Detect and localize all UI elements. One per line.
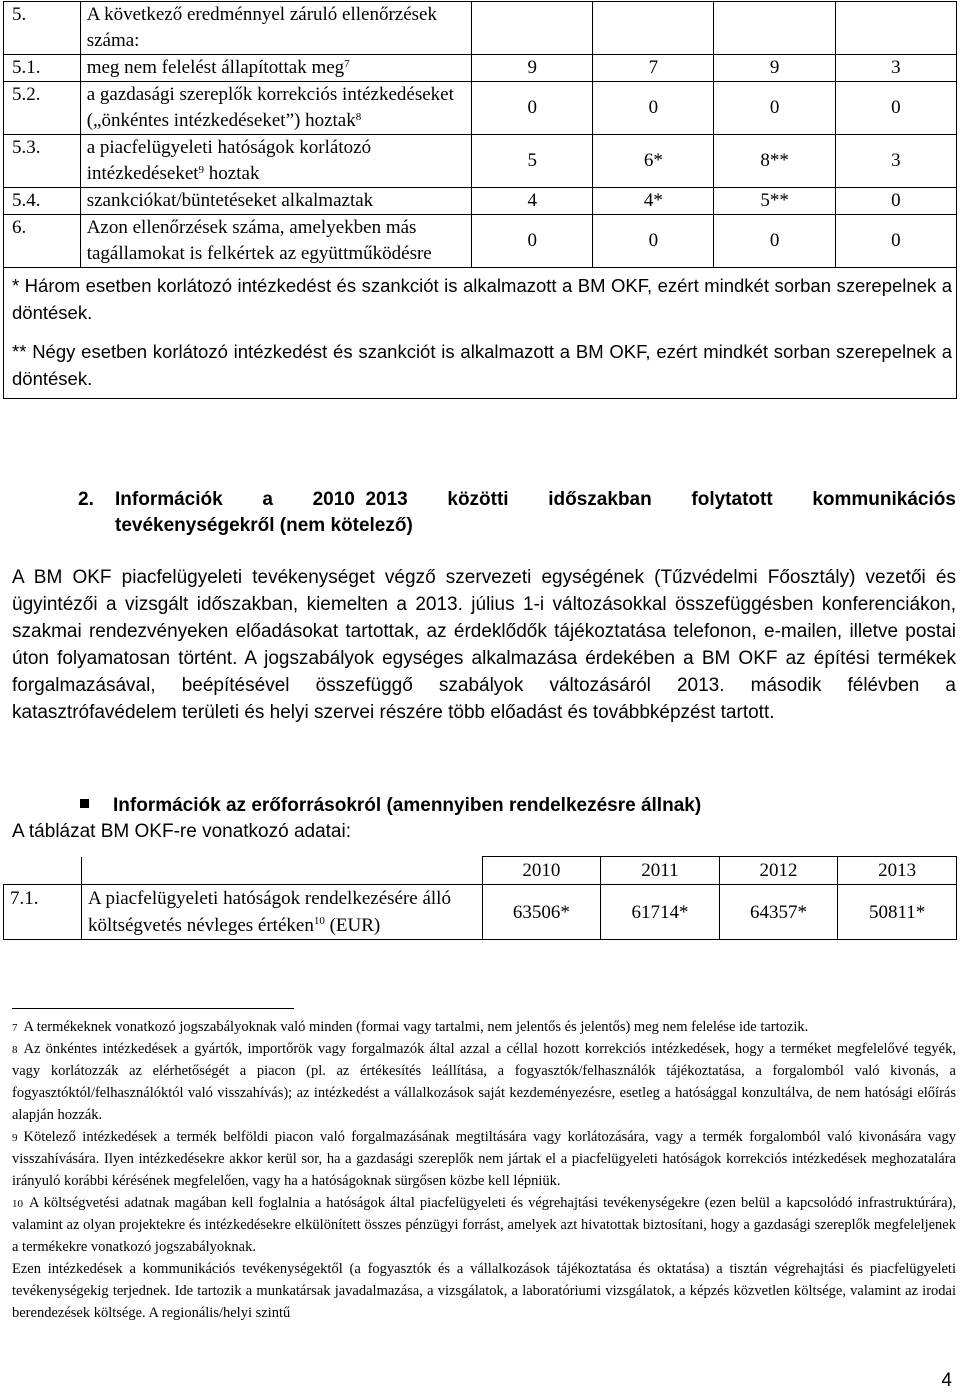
footnote: Ezen intézkedések a kommunikációs tevékenységektől (a fogyasztók és a vállalkozások tájékoztatása és oktatása) a tisztán végrehajtási és piacfelügyeleti tevékenységekig terjednek. Ide tartozik a munkatársak javadalmazása, a vizsgálatok, a laboratóriumi vizsgálatok, a képzés közvetlen költsége, valamint az irodai berendezések költsége. A regionális/helyi szintű (12, 1261, 956, 1321)
value-cell: 6* (593, 135, 714, 188)
value-cell: 0 (835, 215, 956, 268)
value-cell: 0 (593, 82, 714, 135)
value-cell: 0 (472, 82, 593, 135)
row-number: 7.1. (4, 885, 82, 940)
value-cell: 5** (714, 188, 835, 215)
table-row (4, 215, 957, 268)
section-2-heading: 2. Információk a 2010 2013 közötti időszakban folytatott kommunikációs tevékenységekről (nem kötelező) (78, 489, 956, 536)
row-number: 5.4. (4, 188, 81, 215)
year-header: 2012 (719, 857, 838, 885)
value-cell: 3 (835, 55, 956, 82)
year-header: 2011 (601, 857, 720, 885)
row-description: szankciókat/büntetéseket alkalmaztak (80, 188, 471, 215)
row-description: A piacfelügyeleti hatóságok rendelkezésére álló költségvetés névleges értéken$^{10}$ (EUR) (82, 885, 483, 940)
table-caption: A táblázat BM OKF-re vonatkozó adatai: (12, 821, 352, 842)
square-bullet-icon (80, 799, 89, 808)
resources-heading: Információk az erőforrásokról (amennyiben rendelkezésre állnak) (80, 793, 701, 819)
table-row (4, 82, 957, 135)
table-row (4, 885, 957, 940)
row-number: 5. (4, 2, 81, 55)
row-number: 6. (4, 215, 81, 268)
table-notes (4, 268, 957, 399)
value-cell: 50811* (838, 885, 957, 940)
value-cell: 0 (835, 82, 956, 135)
value-cell: 61714* (601, 885, 720, 940)
value-cell: 9 (472, 55, 593, 82)
footnote-divider (12, 1008, 294, 1009)
value-cell: 0 (835, 188, 956, 215)
value-cell: 4* (593, 188, 714, 215)
row-description: meg nem felelést állapítottak meg$^7$ (80, 55, 471, 82)
communication-paragraph: A BM OKF piacfelügyeleti tevékenységet végző szervezeti egységének (Tűzvédelmi Főosztály) vezetői és ügyintézői a vizsgált időszakban, kiemelten a 2013. július 1-i változásokkal összefüggésben konferenciákon, szakmai rendezvényeken előadásokat tartottak, az érdeklődők tájékoztatása telefonon, e-mailen, illetve postai úton folyamatosan történt. A jogszabályok egységes alkalmazása érdekében a BM OKF az építési termékek forgalmazásával, beépítésével összefüggő szabályok változásáról 2013. második félévben a katasztrófavédelem területi és helyi szervei részére több előadást és továbbképzést tartott. (12, 567, 956, 723)
page-number: 4 (941, 1370, 952, 1391)
row-description: Azon ellenőrzések száma, amelyekben más tagállamokat is felkértek az együttműködésre (80, 215, 471, 268)
row-description: a piacfelügyeleti hatóságok korlátozó intézkedéseket$^9$ hoztak (80, 135, 471, 188)
footnote: $^8$ Az önkéntes intézkedések a gyártók, importőrök vagy forgalmazók által azzal a céllal hozott korrekciós intézkedések, hogy a terméket megfelelővé tegyék, vagy korlátozzák az elérhetőségét a piacon (pl. az értékesítés leállítása, a fogyasztók/felhasználók tájékoztatása, a forgalomból való kivonás, a fogyasztóktól/felhasználóktól való visszahívás); az intézkedést a vállalkozások saját kezdeményezésre, esetleg a hatósággal konzultálva, de nem hatósági előírás alapján hozzák. (12, 1041, 956, 1123)
table-row (4, 135, 957, 188)
value-cell: 3 (835, 135, 956, 188)
row-description: A következő eredménnyel záruló ellenőrzések száma: (80, 2, 471, 55)
row-number: 5.3. (4, 135, 81, 188)
value-cell: 4 (472, 188, 593, 215)
inspection-results-table (3, 1, 957, 399)
budget-table (3, 856, 957, 940)
year-header: 2013 (838, 857, 957, 885)
footnotes (12, 1016, 956, 1324)
year-header: 2010 (482, 857, 601, 885)
value-cell: 9 (714, 55, 835, 82)
note-double-asterisk: ** Négy esetben korlátozó intézkedést és szankciót is alkalmazott a BM OKF, ezért mindkét sorban szerepelnek a döntések. (12, 341, 952, 389)
value-cell: 7 (593, 55, 714, 82)
table-header-row (4, 857, 957, 885)
value-cell: 0 (593, 215, 714, 268)
value-cell: 0 (472, 215, 593, 268)
value-cell: 64357* (719, 885, 838, 940)
footnote: $^{10}$ A költségvetési adatnak magában kell foglalnia a hatóságok által piacfelügyeleti és végrehajtási tevékenységekre (ezen belül a kapcsolódó infrastruktúrára), valamint az olyan projektekre és intézkedésekre elkülönített összes pénzügyi forrást, amelyek azt hivatottak biztosítani, hogy a gazdasági szereplők megfeleljenek a termékekre vonatkozó jogszabályoknak. (12, 1195, 956, 1255)
footnote: $^7$ A termékeknek vonatkozó jogszabályoknak való minden (formai vagy tartalmi, nem jelentős és jelentős) meg nem felelése ide tartozik. (12, 1019, 809, 1035)
footnote: $^9$ Kötelező intézkedések a termék belföldi piacon való forgalmazásának megtiltására vagy korlátozására, vagy a termék forgalomból való kivonására vagy visszahívására. Ilyen intézkedésekre akkor kerül sor, ha a gazdasági szereplők nem jártak el a piacfelügyeleti hatóságok korrekciós intézkedések meghozatalára irányuló korábbi kérésének megfelelően, vagy ha a hatóságoknak sürgősen közbe kell lépniük. (12, 1129, 956, 1189)
table-row (4, 268, 957, 399)
value-cell: 5 (472, 135, 593, 188)
table-row (4, 188, 957, 215)
note-single-asterisk: * Három esetben korlátozó intézkedést és szankciót is alkalmazott a BM OKF, ezért mindkét sorban szerepelnek a döntések. (12, 275, 952, 323)
value-cell: 0 (714, 215, 835, 268)
table-row (4, 55, 957, 82)
row-number: 5.2. (4, 82, 81, 135)
table-row (4, 2, 957, 55)
row-number: 5.1. (4, 55, 81, 82)
row-description: a gazdasági szereplők korrekciós intézkedéseket („önkéntes intézkedéseket”) hoztak$^8$ (80, 82, 471, 135)
value-cell: 0 (714, 82, 835, 135)
value-cell: 63506* (482, 885, 601, 940)
value-cell: 8** (714, 135, 835, 188)
